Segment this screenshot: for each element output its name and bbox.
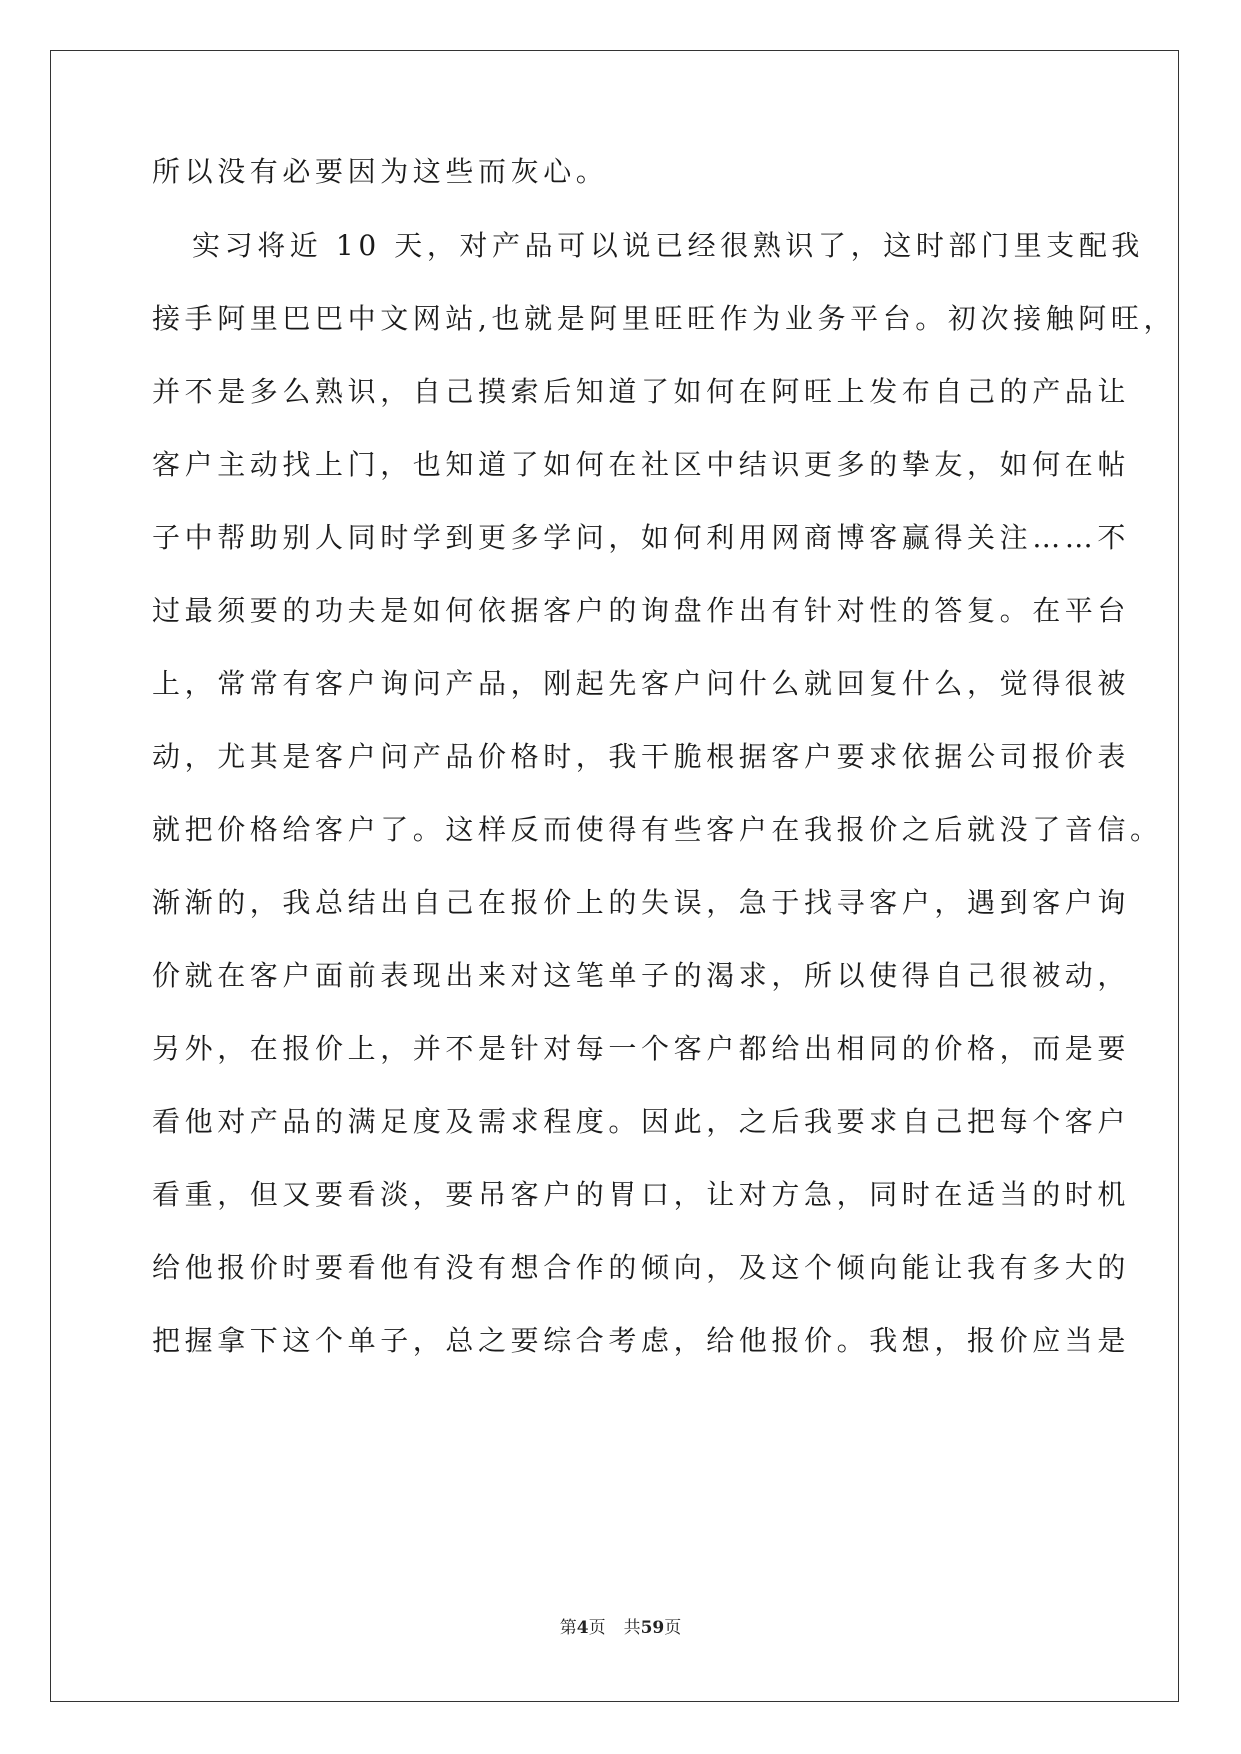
text-line: 价就在客户面前表现出来对这笔单子的渴求，所以使得自己很被动，: [152, 959, 1131, 992]
text-line: 动，尤其是客户问产品价格时，我干脆根据客户要求依据公司报价表: [152, 740, 1131, 773]
text-line: 把握拿下这个单子，总之要综合考虑，给他报价。我想，报价应当是: [152, 1324, 1131, 1357]
text-line: 过最须要的功夫是如何依据客户的询盘作出有针对性的答复。在平台: [152, 594, 1131, 627]
text-line: 渐渐的，我总结出自己在报价上的失误，急于找寻客户，遇到客户询: [152, 886, 1131, 919]
text-line: 就把价格给客户了。这样反而使得有些客户在我报价之后就没了音信。: [152, 813, 1163, 846]
total-unit: 页: [664, 1618, 682, 1638]
paragraph-first-line: 实习将近 10 天，对产品可以说已经很熟识了，这时部门里支配我: [192, 229, 1145, 262]
text-line: 看他对产品的满足度及需求程度。因此，之后我要求自己把每个客户: [152, 1105, 1131, 1138]
page-unit: 页: [588, 1618, 606, 1638]
total-pages: 59: [640, 1618, 665, 1638]
text-line: 客户主动找上门，也知道了如何在社区中结识更多的挚友，如何在帖: [152, 448, 1131, 481]
text-line: 接手阿里巴巴中文网站,也就是阿里旺旺作为业务平台。初次接触阿旺，: [152, 302, 1177, 335]
page-prefix: 第: [559, 1618, 577, 1638]
page-border: [50, 50, 1179, 1702]
text-line: 给他报价时要看他有没有想合作的倾向，及这个倾向能让我有多大的: [152, 1251, 1131, 1284]
text-line: 看重，但又要看淡，要吊客户的胃口，让对方急，同时在适当的时机: [152, 1178, 1131, 1211]
text-line: 上，常常有客户询问产品，刚起先客户问什么就回复什么，觉得很被: [152, 667, 1131, 700]
text-line: 所以没有必要因为这些而灰心。: [152, 155, 609, 188]
total-prefix: 共: [623, 1618, 641, 1638]
page-number: 4: [576, 1618, 589, 1638]
text-line: 并不是多么熟识，自己摸索后知道了如何在阿旺上发布自己的产品让: [152, 375, 1131, 408]
text-line: 子中帮助别人同时学到更多学问，如何利用网商博客赢得关注……不: [152, 521, 1131, 554]
page-footer: [0, 1616, 1241, 1640]
text-line: 另外，在报价上，并不是针对每一个客户都给出相同的价格，而是要: [152, 1032, 1131, 1065]
